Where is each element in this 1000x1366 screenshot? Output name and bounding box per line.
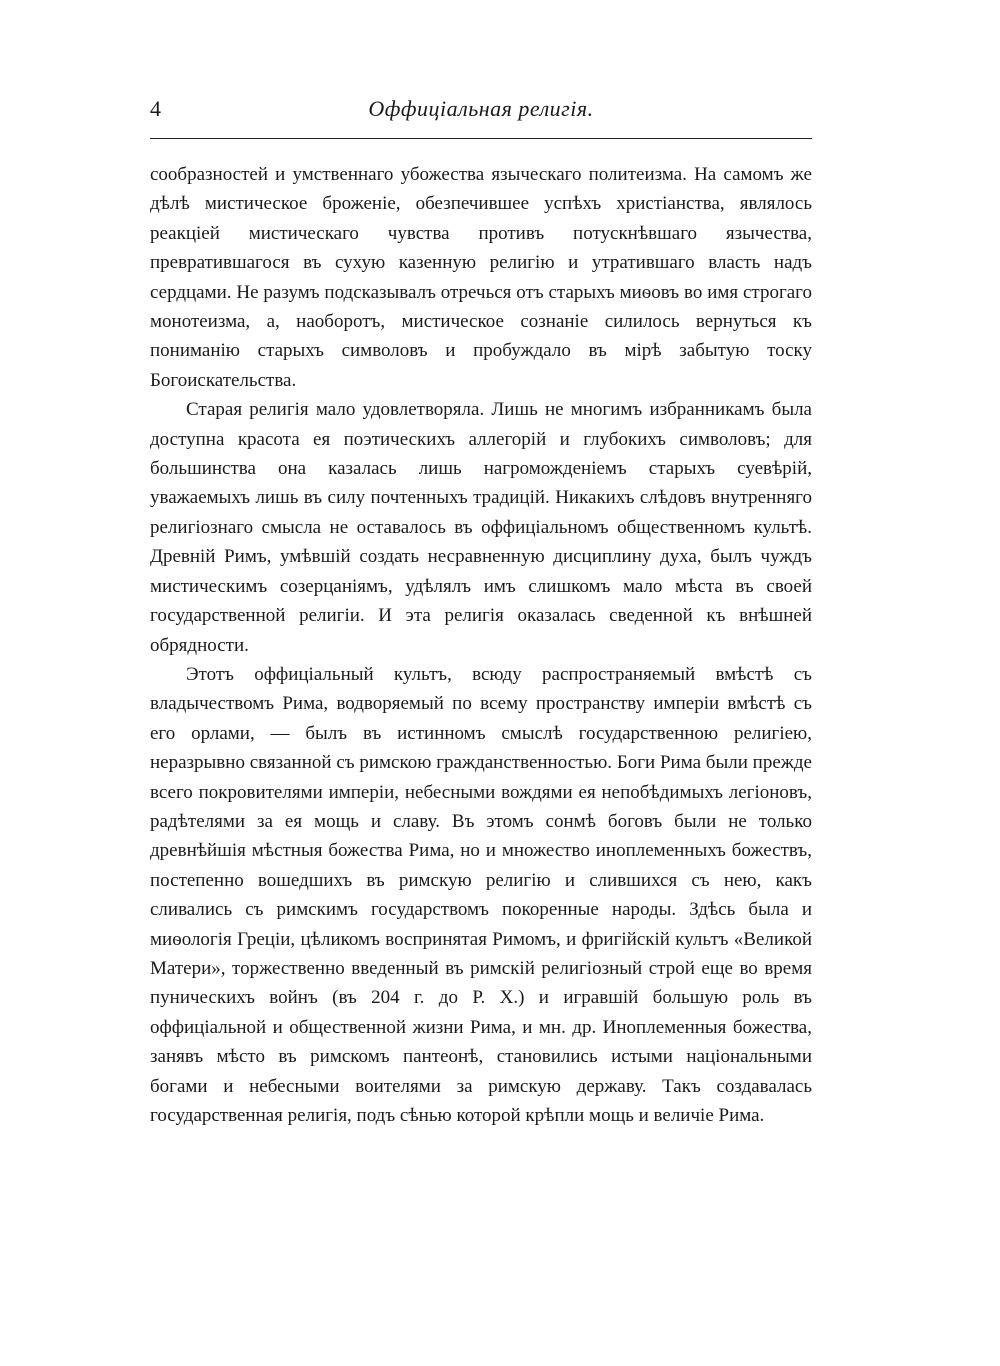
- page-header: [150, 96, 812, 136]
- paragraph-3: Этотъ оффиціальный культъ, всюду распространяемый вмѣстѣ съ владычествомъ Рима, водворяемый по всему пространству имперіи вмѣстѣ съ его орлами, — былъ въ истинномъ смыслѣ государственною религіею, неразрывно связанной съ римскою гражданственностью. Боги Рима были прежде всего покровителями имперіи, небесными вождями ея непобѣдимыхъ легіоновъ, радѣтелями за ея мощь и славу. Въ этомъ сонмѣ боговъ были не только древнѣйшія мѣстныя божества Рима, но и множество иноплеменныхъ божествъ, постепенно вошедшихъ въ римскую религію и слившихся съ нею, какъ сливались съ римскимъ государствомъ покоренные народы. Здѣсь была и миѳологія Греціи, цѣликомъ воспринятая Римомъ, и фригійскій культъ «Великой Матери», торжественно введенный въ римскій религіозный строй еще во время пуническихъ войнъ (въ 204 г. до Р. X.) и игравшій большую роль въ оффиціальной и общественной жизни Рима, и мн. др. Иноплеменныя божества, занявъ мѣсто въ римскомъ пантеонѣ, становились истыми національными богами и небесными воителями за римскую державу. Такъ создавалась государственная религія, подъ сѣнью которой крѣпли мощь и величіе Рима.: [150, 663, 812, 1126]
- paragraph-2: Старая религія мало удовлетворяла. Лишь не многимъ избранникамъ была доступна красота ея поэтическихъ аллегорій и глубокихъ символовъ; для большинства она казалась лишь нагроможденіемъ старыхъ суевѣрій, уважаемыхъ лишь въ силу почтенныхъ традицій. Никакихъ слѣдовъ внутренняго религіознаго смысла не оставалось въ оффиціальномъ общественномъ культѣ. Древній Римъ, умѣвшій создать несравненную дисциплину духа, былъ чуждъ мистическимъ созерцаніямъ, удѣлялъ имъ слишкомъ мало мѣста въ своей государственной религіи. И эта религія оказалась сведенной къ внѣшней обрядности.: [150, 399, 812, 656]
- header-rule: [150, 138, 812, 139]
- paragraph-1: сообразностей и умственнаго убожества языческаго политеизма. На самомъ же дѣлѣ мистическое броженіе, обезпечившее успѣхъ христіанства, являлось реакціей мистическаго чувства противъ потускнѣвшаго язычества, превратившагося въ сухую казенную религію и утратившаго власть надъ сердцами. Не разумъ подсказывалъ отречься отъ старыхъ миѳовъ во имя строгаго монотеизма, а, наоборотъ, мистическое сознаніе силилось вернуться къ пониманію старыхъ символовъ и пробуждало въ мірѣ забытую тоску Богоискательства.: [150, 164, 812, 391]
- body-text: [150, 160, 812, 1130]
- page-number: 4: [150, 96, 161, 121]
- running-title: Оффиціальная религія.: [368, 96, 594, 121]
